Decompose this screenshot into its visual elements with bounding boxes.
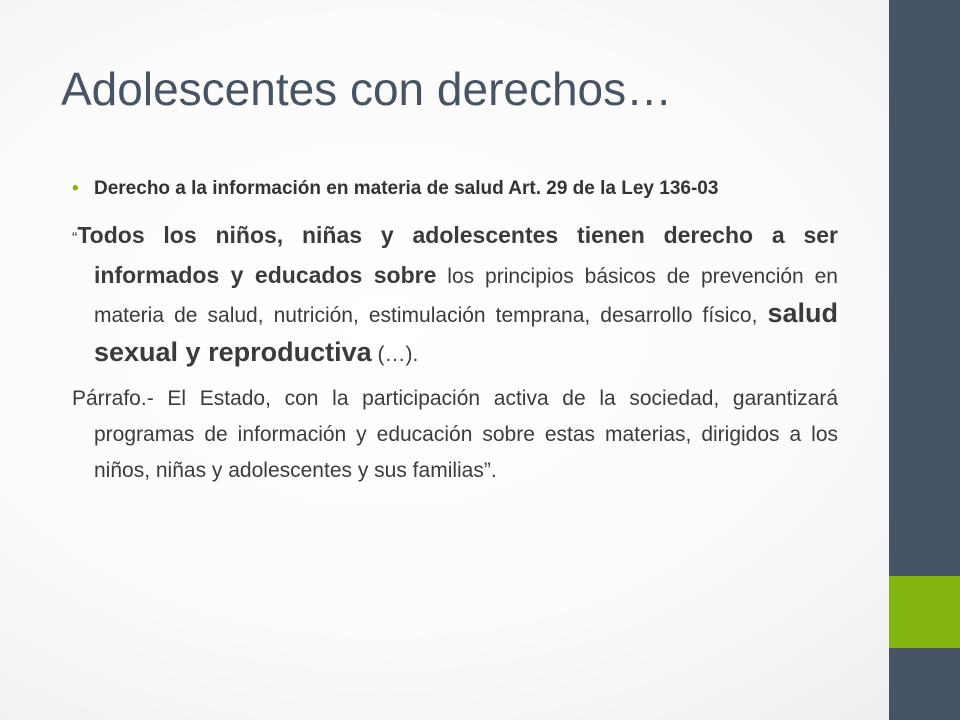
quote-plain-text: los principios básicos de prevención en materia de salud, nutrición, estimulación temprana, desarrollo físico, xyxy=(94,265,838,327)
open-quote-mark: “ xyxy=(72,230,78,247)
quote-strong-text: Todos los niños, niñas y adolescentes tienen derecho a ser informados y educados sobre xyxy=(77,222,838,288)
parrafo-paragraph: Párrafo.- El Estado, con la participación activa de la sociedad, garantizará programas de información y educación sobre estas materias, dirigidos a los niños, niñas y adolescentes y sus familias”. xyxy=(72,387,838,482)
slide-body xyxy=(72,172,838,489)
right-sidebar-bar xyxy=(889,0,960,720)
quote-ending-text: (…). xyxy=(371,343,419,366)
bullet-item xyxy=(72,172,838,205)
quote-emphasis-text: salud sexual y reproductiva xyxy=(94,298,838,367)
sidebar-accent-block xyxy=(889,576,960,648)
slide-title: Adolescentes con derechos… xyxy=(61,63,673,115)
quote-paragraph xyxy=(72,217,838,373)
bullet-text: Derecho a la información en materia de salud Art. 29 de la Ley 136-03 xyxy=(94,178,719,199)
bullet-icon: • xyxy=(72,178,79,199)
